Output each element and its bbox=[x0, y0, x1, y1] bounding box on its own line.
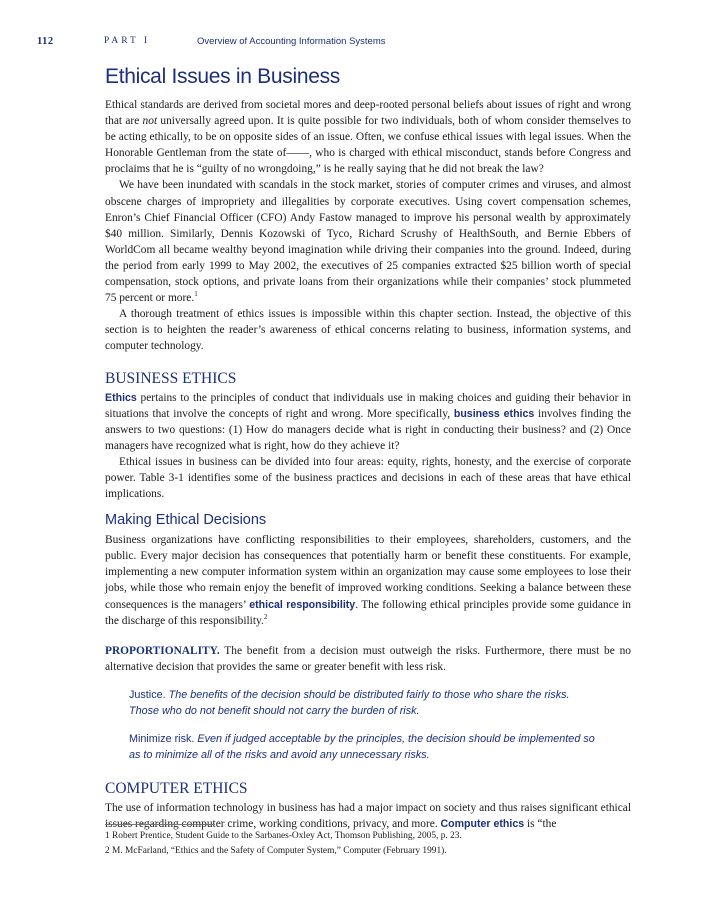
keyword-computer-ethics: Computer ethics bbox=[440, 818, 525, 830]
proportionality-paragraph bbox=[105, 643, 631, 675]
intro-paragraph-3: A thorough treatment of ethics issues is impossible within this chapter section. Instead, the objective of this section is to heighten the reader’s awareness of ethical concerns relating to business, information systems, and computer technology. bbox=[105, 308, 631, 353]
justice-label: Justice. bbox=[129, 688, 166, 701]
footnote-divider bbox=[105, 824, 215, 825]
computer-ethics-paragraph bbox=[105, 800, 631, 832]
footnote-2: 2 M. McFarland, “Ethics and the Safety of Computer System,” Computer (February 1991). bbox=[105, 846, 447, 856]
part-title: Overview of Accounting Information Systems bbox=[197, 36, 386, 47]
text: The benefit from a decision must outweigh the risks. Furthermore, there must be no alternative decision that provides the same or greater benefit with less risk. bbox=[105, 644, 631, 673]
minimize-risk-principle bbox=[129, 731, 601, 763]
part-label: PART I bbox=[104, 36, 151, 46]
keyword-ethical-responsibility: ethical responsibility bbox=[249, 598, 356, 611]
text: Ethical standards are derived from societal mores and deep-rooted personal beliefs about issues of right and wrong that are bbox=[105, 99, 631, 128]
text: universally agreed upon. It is quite possible for two individuals, both of whom consider themselves to be acting ethically, to be on opposite sides of an issue. Often, we confuse ethical issues with legal issues. When the Honorable Gentleman from the state of——, who is charged with ethical misconduct, stands before Congress and proclaims that he is “guilty of no wrongdoing,” is he really saying that he did not break the law? bbox=[105, 115, 631, 176]
justice-principle bbox=[129, 687, 601, 719]
section-title: Ethical Issues in Business bbox=[105, 65, 340, 88]
keyword-business-ethics: business ethics bbox=[453, 407, 535, 420]
making-decisions-paragraph bbox=[105, 532, 631, 629]
text: involves finding the answers to two questions: (1) How do managers decide what is right in conducting their business? and (2) Once managers have recognized what is right, how do they achieve it? bbox=[105, 407, 632, 452]
text: pertains to the principles of conduct that individuals use in making choices and guiding their behavior in situations that involve the concepts of right and wrong. More specifically, bbox=[105, 391, 631, 420]
minimize-risk-label: Minimize risk. bbox=[129, 732, 195, 745]
footnote-1: 1 Robert Prentice, Student Guide to the Sarbanes-Oxley Act, Thomson Publishing, 2005, p. 23. bbox=[105, 831, 462, 841]
business-ethics-heading: BUSINESS ETHICS bbox=[105, 369, 237, 387]
text: Business organizations have conflicting responsibilities to their employees, shareholders, customers, and the public. Every major decision has consequences that potentially harm or benefit these constituents. For example, implementing a new computer information system within an organization may cause some employees to lose their jobs, while those who remain enjoy the benefit of improved working conditions. Seeking a balance between these consequences is the managers’ bbox=[105, 534, 631, 611]
intro-paragraph-1 bbox=[105, 97, 631, 177]
keyword-ethics: Ethics bbox=[105, 391, 137, 404]
business-ethics-paragraph-1 bbox=[105, 390, 631, 454]
footnotes bbox=[105, 829, 645, 859]
emphasis-not: not bbox=[142, 115, 158, 128]
text: . The following ethical principles provide some guidance in the discharge of this responsibility. bbox=[105, 598, 631, 627]
intro-paragraph-2 bbox=[105, 177, 631, 306]
page-number: 112 bbox=[37, 36, 54, 47]
footnote-ref-2: 2 bbox=[263, 612, 268, 621]
business-ethics-paragraph-2: Ethical issues in business can be divided into four areas: equity, rights, honesty, and the exercise of corporate power. Table 3-1 identifies some of the business practices and decisions in each of these areas that have ethical implications. bbox=[105, 455, 631, 501]
making-decisions-heading: Making Ethical Decisions bbox=[105, 512, 267, 529]
footnote-ref-1: 1 bbox=[194, 290, 198, 299]
text: The benefits of the decision should be distributed fairly to those who share the risks. Those who do not benefit should not carry the burden of risk. bbox=[129, 688, 570, 717]
text: We have been inundated with scandals in the stock market, stories of computer crimes and viruses, and almost obscene charges of impropriety and illegalities by corporate executives. Using covert compensation schemes, Enron’s Chief Financial Officer (CFO) Andy Fastow managed to improve his personal wealth by approximately $40 million. Similarly, Dennis Kozowski of Tyco, Richard Scrushy of HealthSouth, and Bernie Ebbers of WorldCom all became wealthy beyond imagination while driving their companies into the ground. Indeed, during the period from early 1999 to May 2002, the executives of 25 companies extracted $25 billion worth of special compensation, stock options, and private loans from their organizations while their companies’ stock plummeted 75 percent or more. bbox=[105, 179, 631, 305]
proportionality-label: PROPORTIONALITY. bbox=[105, 644, 220, 657]
text: The use of information technology in business has had a major impact on society and thus raises significant ethical issues regarding computer crime, working conditions, privacy, and more. bbox=[105, 801, 631, 830]
text: is “the bbox=[524, 818, 557, 830]
text: Even if judged acceptable by the principles, the decision should be implemented so as to minimize all of the risks and avoid any unnecessary risks. bbox=[129, 732, 595, 761]
main-content bbox=[105, 64, 631, 832]
running-header bbox=[37, 36, 697, 50]
computer-ethics-heading: COMPUTER ETHICS bbox=[105, 779, 248, 797]
